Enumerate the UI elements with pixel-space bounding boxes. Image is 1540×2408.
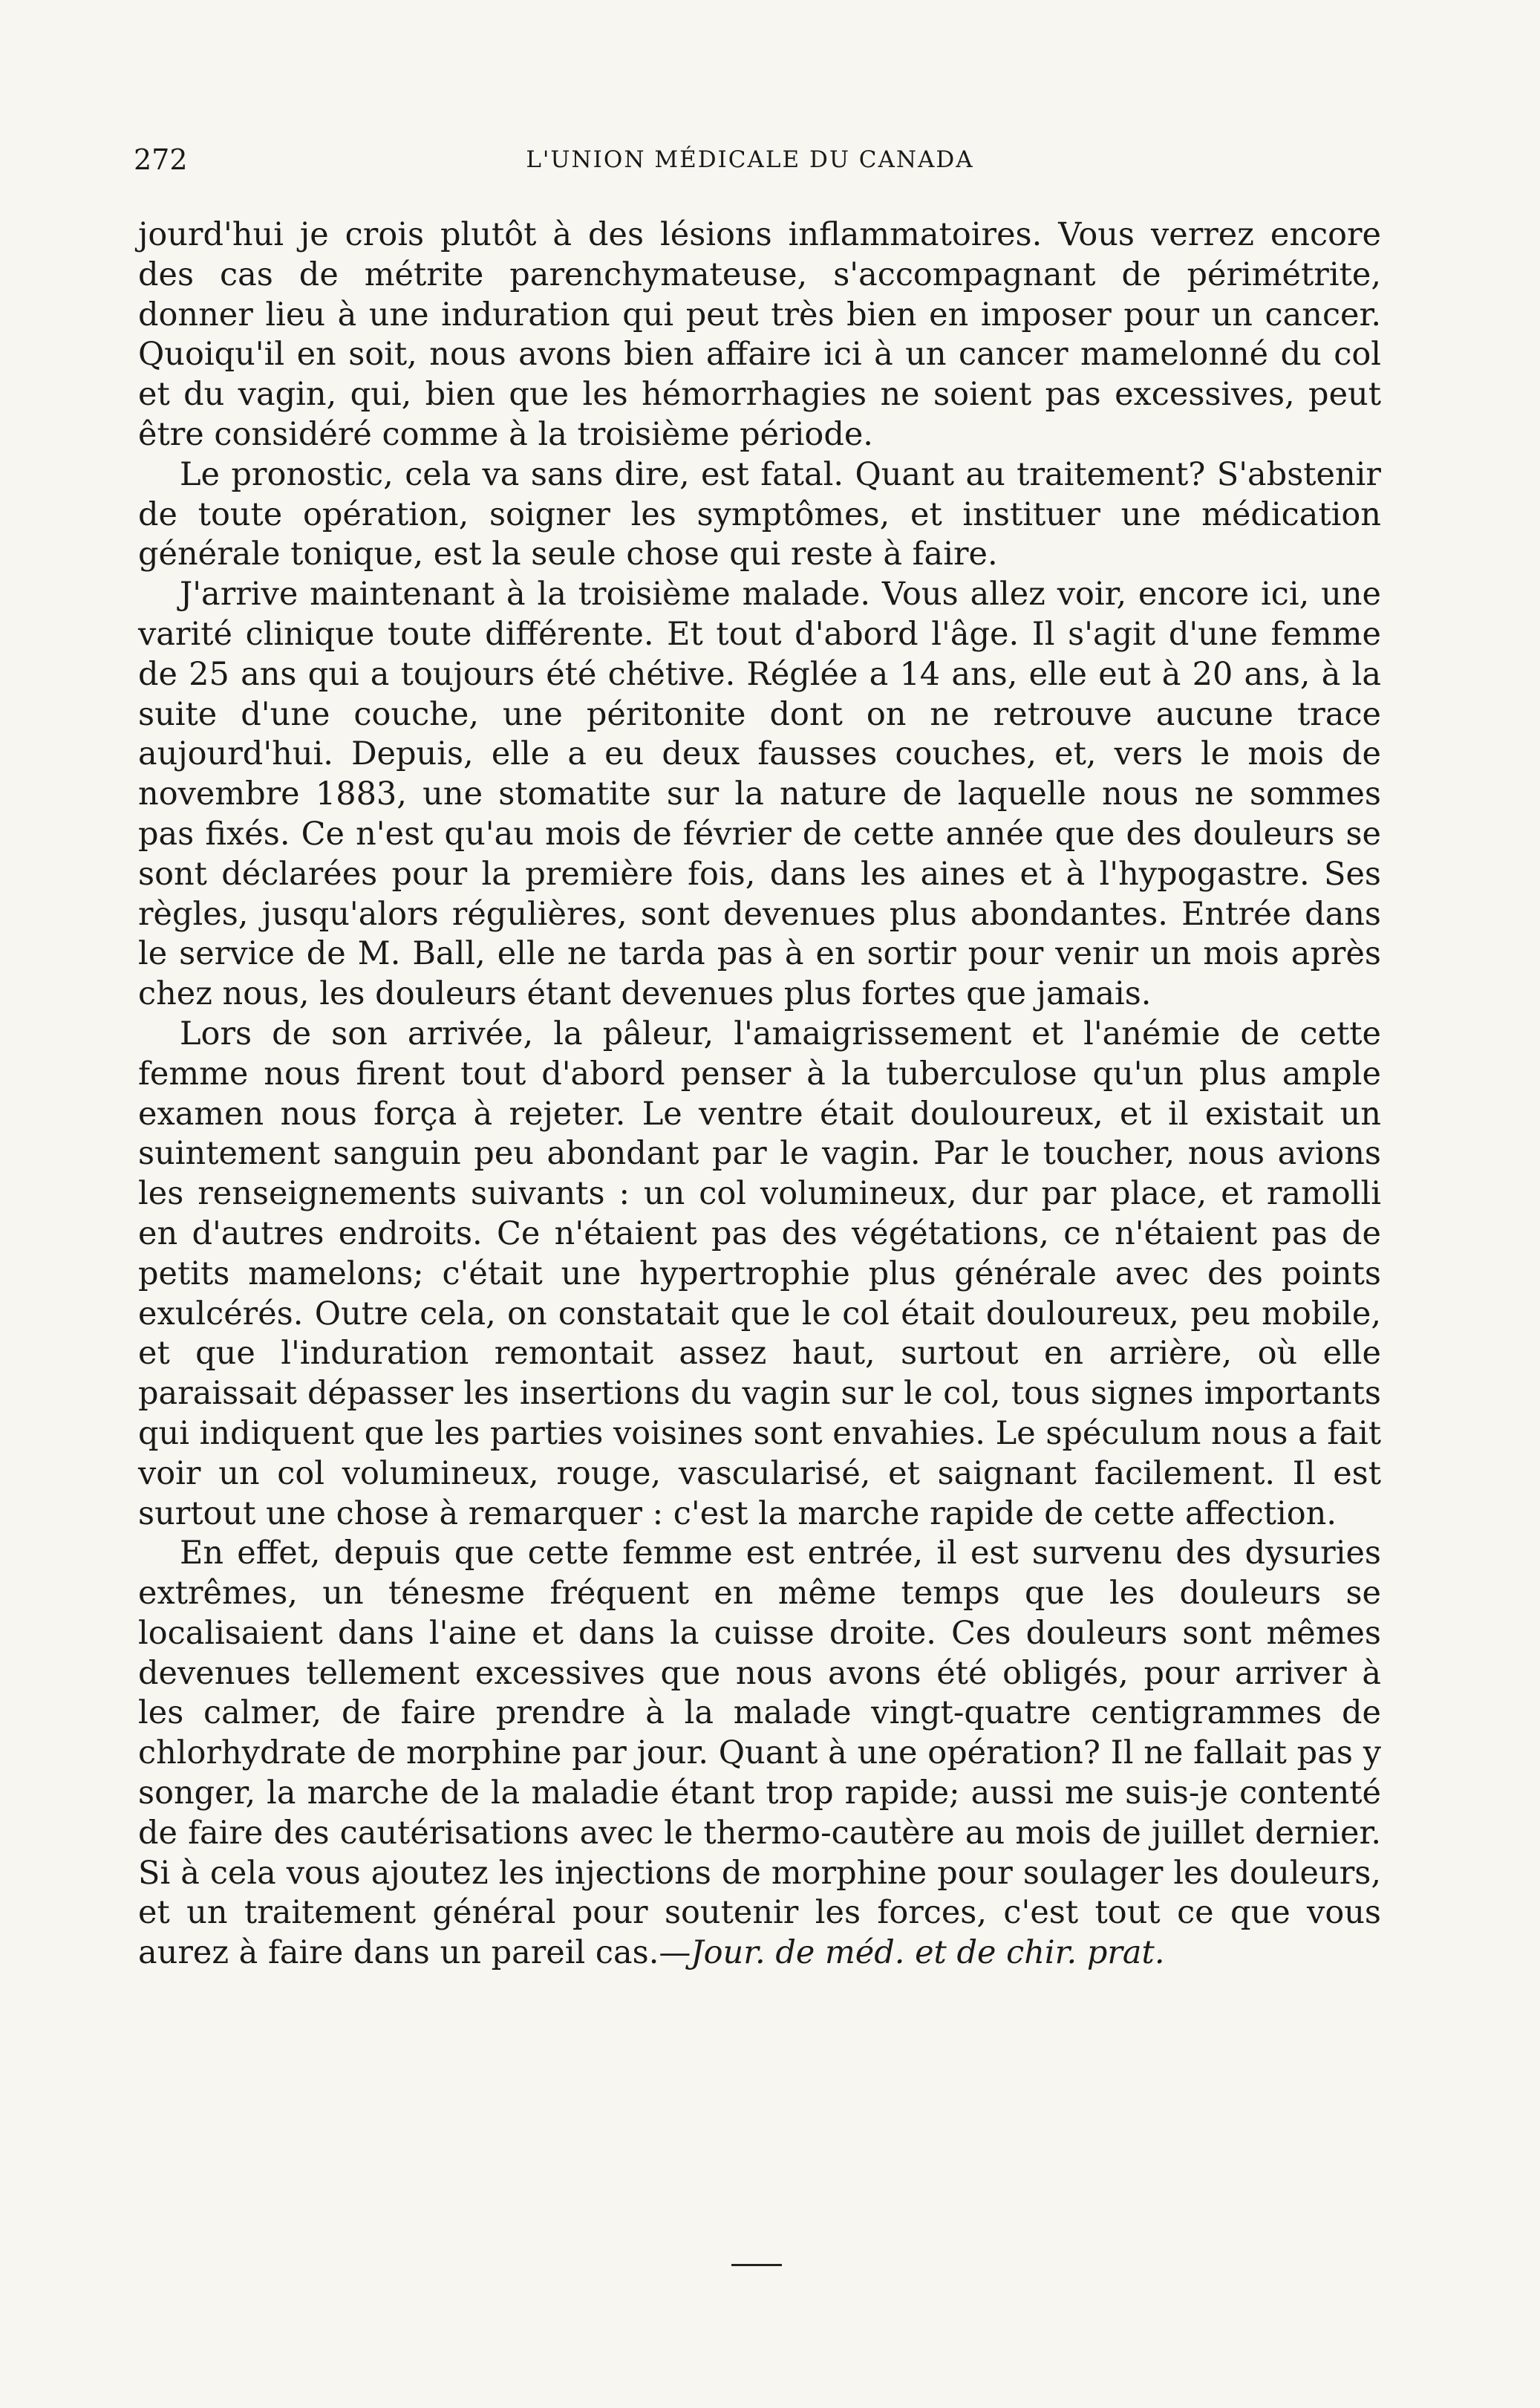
paragraph-5: [138, 1534, 1381, 1973]
paragraph-2: Le pronostic, cela va sans dire, est fatal. Quant au traitement? S'abstenir de toute opération, soigner les symptômes, et instituer une médication générale tonique, est la seule chose qui reste à faire.: [138, 455, 1381, 573]
page-number: 272: [134, 143, 188, 176]
paragraph-4: Lors de son arrivée, la pâleur, l'amaigrissement et l'anémie de cette femme nous firent tout d'abord penser à la tuberculose qu'un plus ample examen nous força à rejeter. Le ventre était douloureux, et il existait un suintement sanguin peu abondant par le vagin. Par le toucher, nous avions les renseignements suivants : un col volumineux, dur par place, et ramolli en d'autres endroits. Ce n'étaient pas des végétations, ce n'étaient pas de petits mamelons; c'était une hypertrophie plus générale avec des points exulcérés. Outre cela, on constatait que le col était douloureux, peu mobile, et que l'induration remontait assez haut, surtout en arrière, où elle paraissait dépasser les insertions du vagin sur le col, tous signes importants qui indiquent que les parties voisines sont envahies. Le spéculum nous a fait voir un col volumineux, rouge, vascularisé, et saignant facilement. Il est surtout une chose à remarquer : c'est la marche rapide de cette affection.: [138, 1015, 1381, 1532]
source-citation: Jour. de méd. et de chir. prat.: [691, 1934, 1165, 1972]
paragraph-3: J'arrive maintenant à la troisième malade. Vous allez voir, encore ici, une varité clinique toute différente. Et tout d'abord l'âge. Il s'agit d'une femme de 25 ans qui a toujours été chétive. Réglée a 14 ans, elle eut à 20 ans, à la suite d'une couche, une péritonite dont on ne retrouve aucune trace aujourd'hui. Depuis, elle a eu deux fausses couches, et, vers le mois de novembre 1883, une stomatite sur la nature de laquelle nous ne sommes pas fixés. Ce n'est qu'au mois de février de cette année que des douleurs se sont déclarées pour la première fois, dans les aines et à l'hypogastre. Ses règles, jusqu'alors régulières, sont devenues plus abondantes. Entrée dans le service de M. Ball, elle ne tarda pas à en sortir pour venir un mois après chez nous, les douleurs étant devenues plus fortes que jamais.: [138, 576, 1381, 1013]
paragraph-1: jourd'hui je crois plutôt à des lésions inflammatoires. Vous verrez encore des cas de métrite parenchymateuse, s'accompagnant de périmétrite, donner lieu à une induration qui peut très bien en imposer pour un cancer. Quoiqu'il en soit, nous avons bien affaire ici à un cancer mamelonné du col et du vagin, qui, bien que les hémorrhagies ne soient pas excessives, peut être considéré comme à la troisième période.: [138, 216, 1381, 453]
section-end-rule: [731, 2264, 782, 2266]
page-header: [134, 137, 1366, 182]
paragraph-5-text: En effet, depuis que cette femme est entrée, il est survenu des dysuries extrêmes, un ténesme fréquent en même temps que les douleurs se localisaient dans l'aine et dans la cuisse droite. Ces douleurs sont mêmes devenues tellement excessives que nous avons été obligés, pour arriver à les calmer, de faire prendre à la malade vingt-quatre centigrammes de chlorhydrate de morphine par jour. Quant à une opération? Il ne fallait pas y songer, la marche de la maladie étant trop rapide; aussi me suis-je contenté de faire des cautérisations avec le thermo-cautère au mois de juillet dernier. Si à cela vous ajoutez les injections de morphine pour soulager les douleurs, et un traitement général pour soutenir les forces, c'est tout ce que vous aurez à faire dans un pareil cas.—: [138, 1535, 1381, 1972]
article-body: [138, 215, 1381, 1973]
running-title: L'UNION MÉDICALE DU CANADA: [526, 146, 974, 173]
